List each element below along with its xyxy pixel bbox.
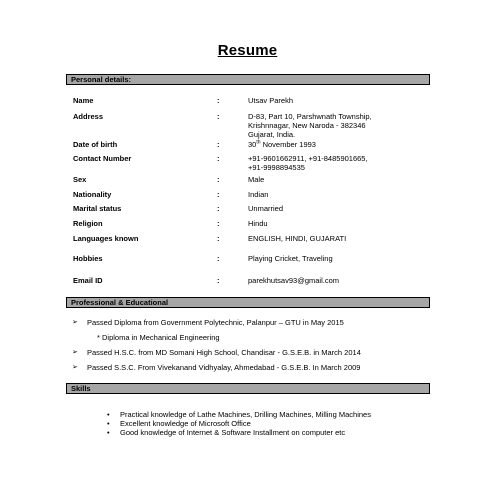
bullet-icon: • [107, 419, 110, 428]
section-header-skills: Skills [66, 383, 430, 394]
education-item-text: Passed S.S.C. From Vivekanand Vidhyalay, Ahmedabad - G.S.E.B. In March 2009 [87, 363, 361, 372]
arrow-bullet-icon: ➢ [72, 364, 78, 371]
field-label: Marital status [73, 204, 122, 213]
field-label: Date of birth [73, 140, 118, 149]
bullet-icon: • [107, 410, 110, 419]
dob-suffix: th [256, 139, 261, 146]
field-colon: : [217, 219, 220, 228]
field-colon: : [217, 112, 220, 121]
field-value: Indian [248, 190, 269, 199]
field-value: +91-9601662911, +91-8485901665, +91-9998894535 [248, 154, 368, 172]
bullet-icon: • [107, 428, 110, 437]
field-value: Hindu [248, 219, 268, 228]
field-value: Male [248, 175, 265, 184]
field-label: Name [73, 96, 94, 105]
field-label: Email ID [73, 276, 103, 285]
field-label: Religion [73, 219, 103, 228]
field-value: Unmarried [248, 204, 284, 213]
field-label: Nationality [73, 190, 112, 199]
education-item-text: Passed H.S.C. from MD Somani High School, Chandisar - G.S.E.B. in March 2014 [87, 348, 361, 357]
section-header-personal: Personal details: [66, 74, 430, 85]
field-colon: : [217, 254, 220, 263]
field-colon: : [217, 154, 220, 163]
field-colon: : [217, 276, 220, 285]
skill-item-text: Practical knowledge of Lathe Machines, Drilling Machines, Milling Machines [120, 410, 371, 419]
field-value [248, 140, 423, 149]
field-value: ENGLISH, HINDI, GUJARATI [248, 234, 347, 243]
field-value: Utsav Parekh [248, 96, 294, 105]
field-colon: : [217, 204, 220, 213]
education-item-text: * Diploma in Mechanical Engineering [97, 333, 220, 342]
field-value: Playing Cricket, Traveling [248, 254, 333, 263]
skill-item-text: Good knowledge of Internet & Software Installment on computer etc [120, 428, 346, 437]
education-item-text: Passed Diploma from Government Polytechnic, Palanpur – GTU in May 2015 [87, 318, 344, 327]
dob-rest: November 1993 [260, 140, 316, 149]
field-colon: : [217, 190, 220, 199]
field-label: Contact Number [73, 154, 132, 163]
section-header-education: Professional & Educational [66, 297, 430, 308]
field-colon: : [217, 96, 220, 105]
dob-day: 30 [248, 140, 257, 149]
field-label: Hobbies [73, 254, 103, 263]
field-colon: : [217, 140, 220, 149]
arrow-bullet-icon: ➢ [72, 349, 78, 356]
page-title: Resume [217, 42, 278, 59]
field-label: Languages known [73, 234, 139, 243]
field-value: parekhutsav93@gmail.com [248, 276, 339, 285]
field-value: D-83, Part 10, Parshwnath Township, Krishnnagar, New Naroda - 382346 Gujarat, India. [248, 112, 372, 139]
arrow-bullet-icon: ➢ [72, 319, 78, 326]
field-colon: : [217, 234, 220, 243]
field-colon: : [217, 175, 220, 184]
field-label: Address [73, 112, 104, 121]
skill-item-text: Excellent knowledge of Microsoft Office [120, 419, 251, 428]
field-label: Sex [73, 175, 87, 184]
